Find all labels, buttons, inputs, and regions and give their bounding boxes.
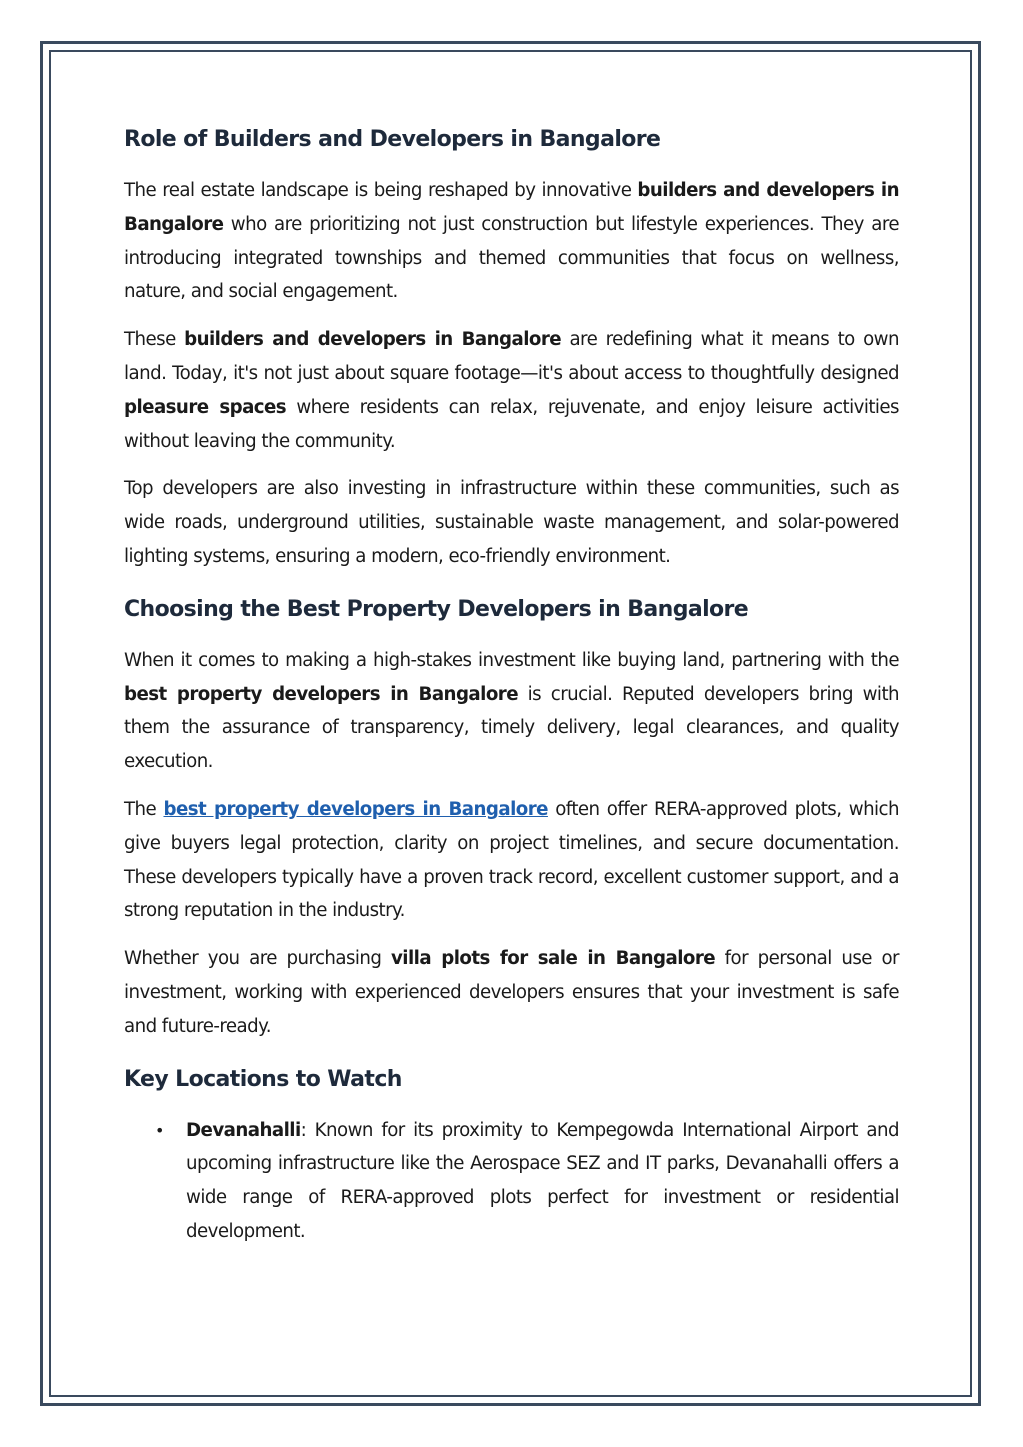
section-heading-key-locations: Key Locations to Watch — [124, 1066, 402, 1092]
paragraph-text: often offer RERA-approved plots, which give buyers legal protection, clarity on project timelines, and secure documentation. These developers typically have a proven track record, excellent customer support, and a strong reputation in the industry. — [124, 798, 899, 922]
document-body — [124, 118, 899, 1249]
paragraph-text: who are prioritizing not just construction but lifestyle experiences. They are introducing integrated townships and themed communities that focus on wellness, nature, and social engagement. — [124, 213, 899, 303]
paragraph — [124, 472, 899, 573]
paragraph-text: is crucial. Reputed developers bring with them the assurance of transparency, timely delivery, legal clearances, and quality execution. — [124, 683, 899, 773]
paragraph-text: are redefining what it means to own land. Today, it's not just about square footage—it's about access to thoughtfully designed — [124, 329, 899, 384]
bold-phrase: builders and developers in Bangalore — [184, 329, 562, 351]
section-heading-role-of-builders: Role of Builders and Developers in Bangalore — [124, 127, 661, 152]
location-description: : Known for its proximity to Kempegowda International Airport and upcoming infrastructure like the Aerospace SEZ and IT parks, Devanahalli offers a wide range of RERA-approved plots perfect for investment or residential development. — [186, 1119, 899, 1242]
paragraph-text: These — [124, 329, 185, 351]
best-property-developers-link[interactable]: best property developers in Bangalore — [163, 798, 548, 820]
section-heading-choosing-developers: Choosing the Best Property Developers in Bangalore — [124, 596, 749, 622]
list-item — [155, 1114, 899, 1249]
location-name: Devanahalli — [186, 1119, 301, 1141]
paragraph-text: where residents can relax, rejuvenate, and enjoy leisure activities without leaving the community. — [124, 396, 899, 452]
paragraph-text: for personal use or investment, working with experienced developers ensures that your investment is safe and future-ready. — [124, 948, 899, 1037]
paragraph-text: When it comes to making a high-stakes investment like buying land, partnering with the — [124, 649, 899, 671]
bold-phrase: pleasure spaces — [124, 396, 287, 418]
paragraph-text: The real estate landscape is being reshaped by innovative — [124, 180, 638, 201]
bold-phrase: builders and developers in Bangalore — [124, 180, 899, 235]
paragraph-text: Whether you are purchasing — [124, 948, 391, 970]
locations-list — [124, 1114, 899, 1249]
bold-phrase: best property developers in Bangalore — [124, 683, 518, 705]
paragraph — [124, 644, 899, 779]
paragraph — [124, 793, 899, 928]
paragraph-text: The — [124, 798, 164, 820]
bold-phrase: villa plots for sale in Bangalore — [391, 948, 716, 970]
bullet-icon: • — [155, 1120, 164, 1140]
paragraph — [124, 174, 899, 309]
paragraph — [124, 323, 899, 458]
paragraph — [124, 942, 899, 1043]
paragraph-text: Top developers are also investing in infrastructure within these communities, such as wide roads, underground utilities, sustainable waste management, and solar-powered lighting systems, ensuring a modern, eco-friendly environment. — [124, 478, 899, 567]
